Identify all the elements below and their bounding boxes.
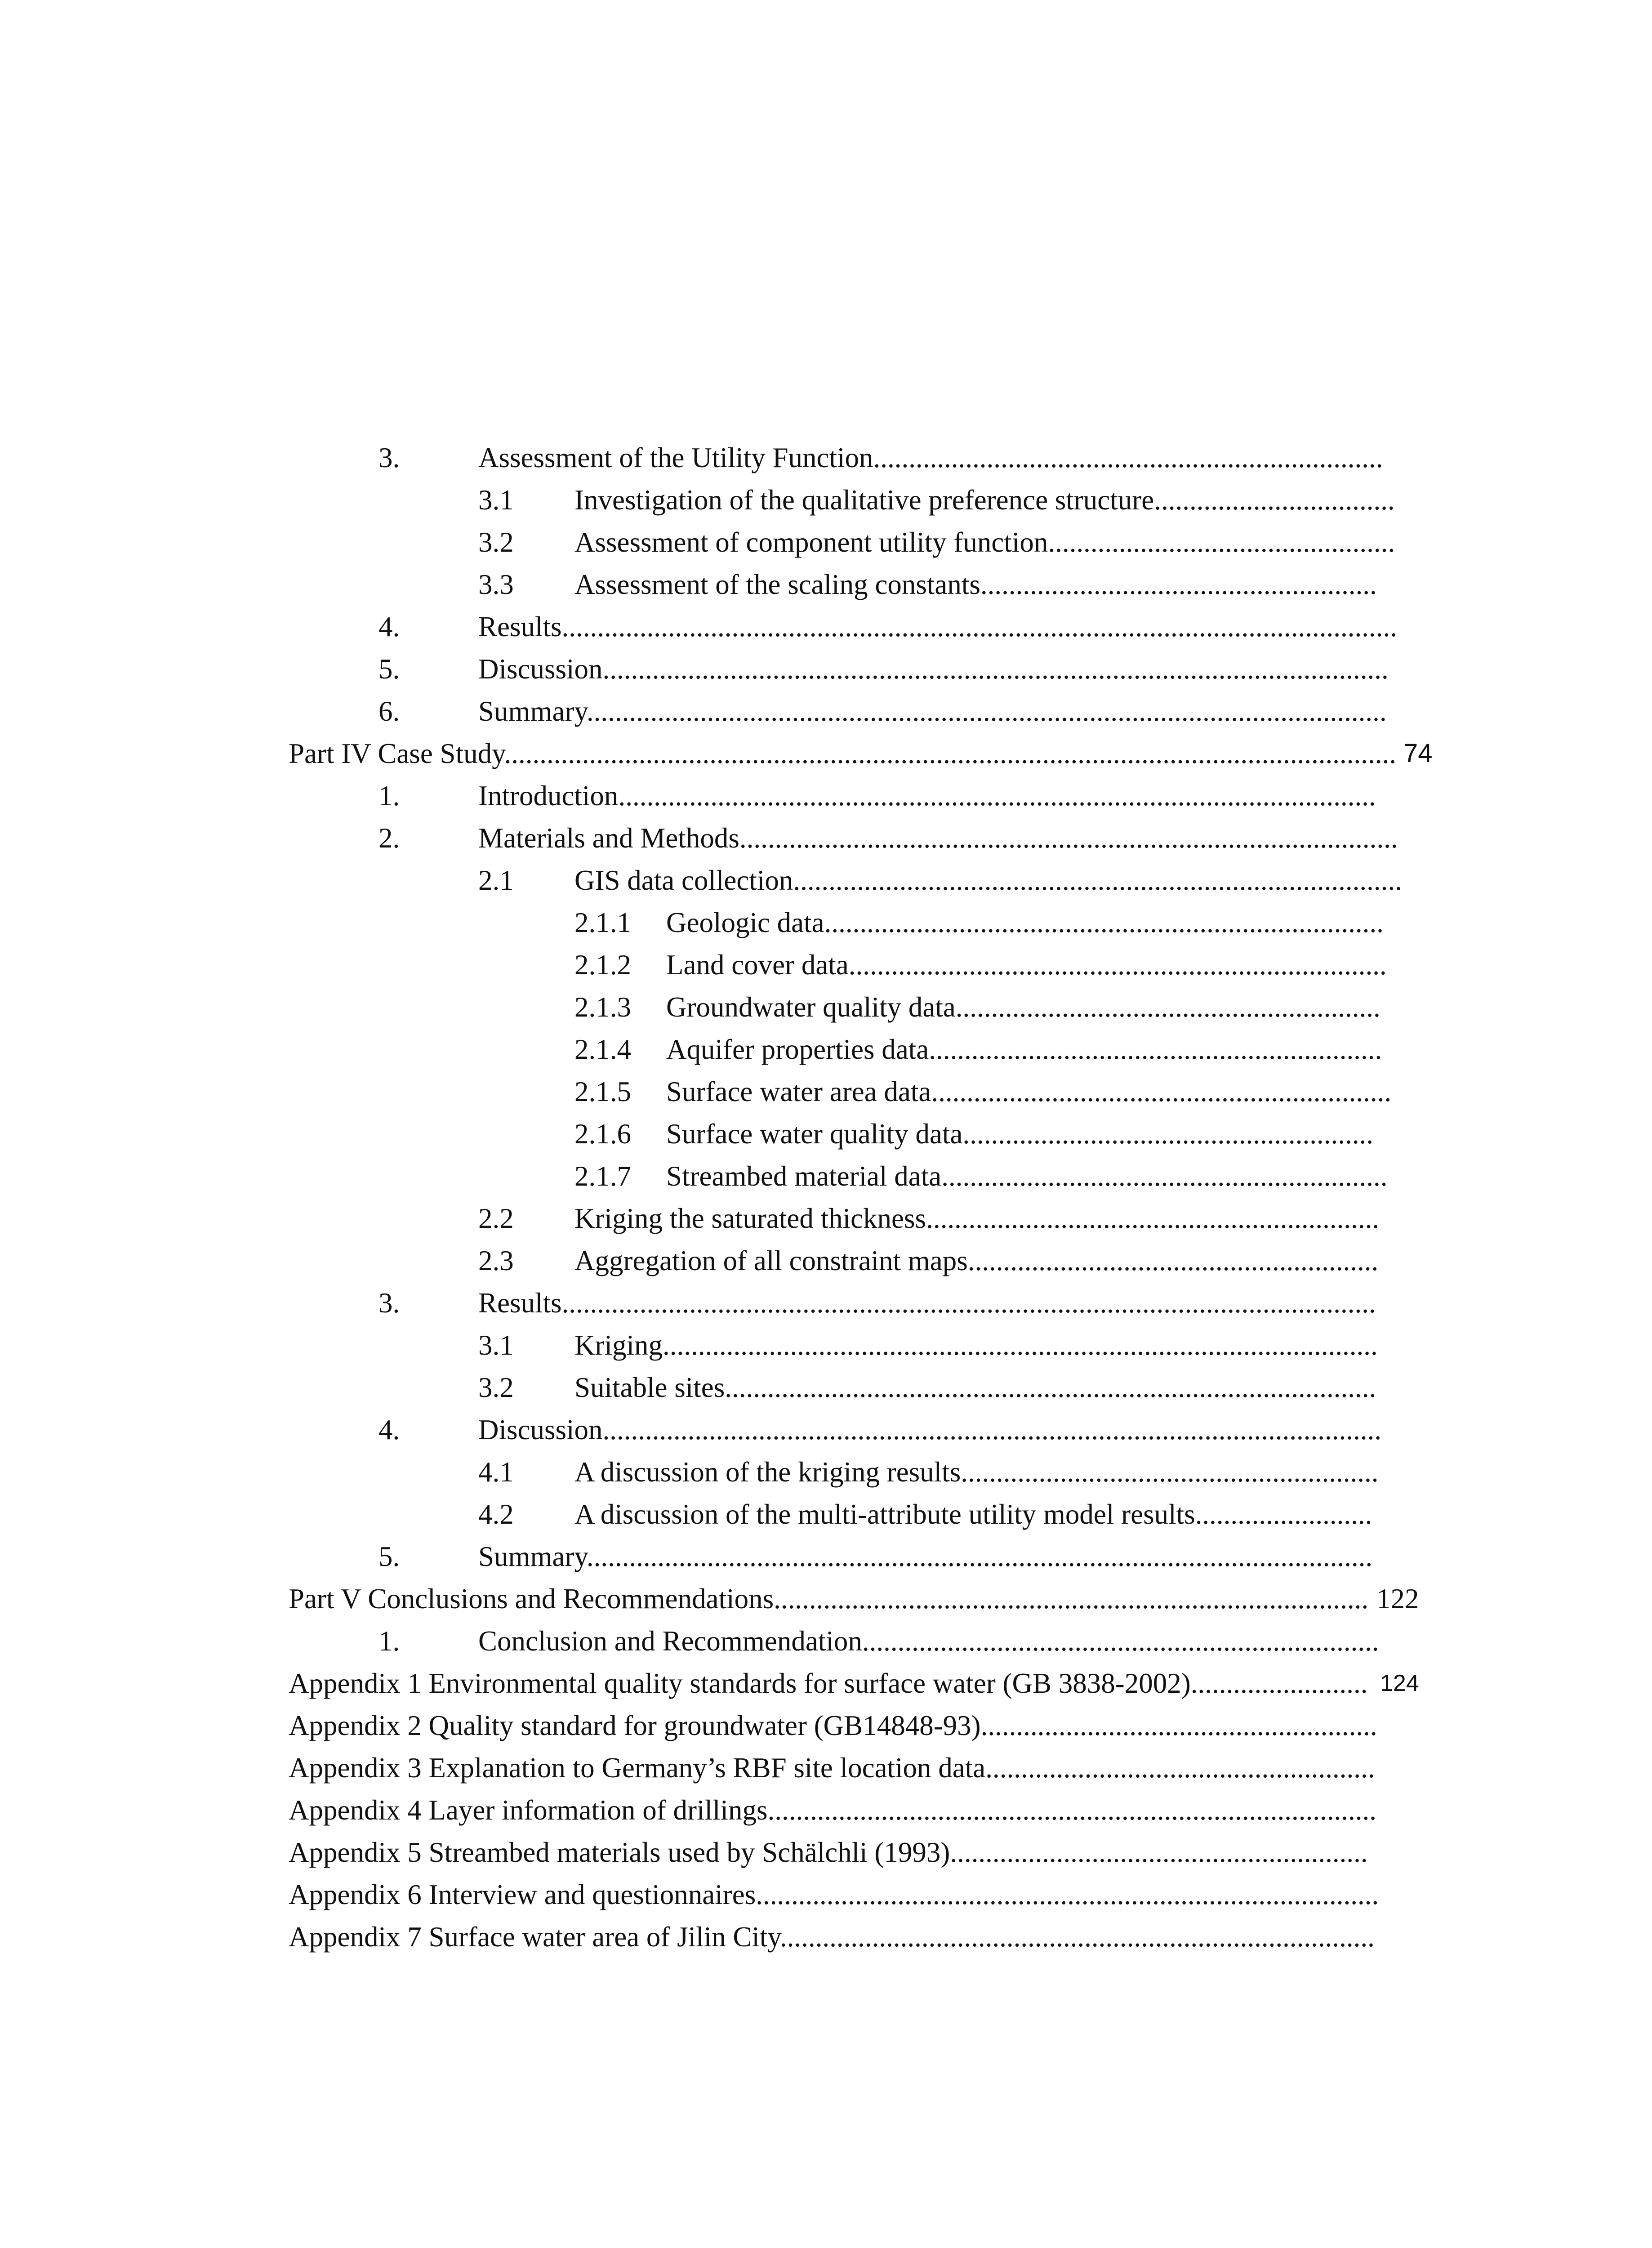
toc-entry-title [666, 1112, 1373, 1155]
toc-dot-leader: ............................................................... [941, 1160, 1388, 1192]
toc-entry-title-text: Discussion [478, 653, 603, 685]
toc-entry-number: 4.1 [478, 1456, 514, 1488]
toc-entry-title [666, 1155, 1387, 1198]
toc-entry-number: 1. [378, 1625, 400, 1657]
toc-entry-title [574, 478, 1395, 522]
toc-entry-title-text: Appendix 3 Explanation to Germany’s RBF site location data [289, 1752, 986, 1784]
toc-entry[interactable] [0, 1239, 1652, 1282]
toc-dot-leader: ........................................................... [950, 1837, 1368, 1868]
toc-dot-leader: ................................................. [1048, 526, 1395, 558]
toc-entry[interactable] [0, 1112, 1652, 1155]
toc-dot-leader: ............................................................................................. [739, 822, 1398, 854]
toc-entry[interactable] [0, 605, 1652, 648]
toc-entry-title [478, 1408, 1381, 1451]
toc-dot-leader: ........................................................... [961, 1456, 1379, 1488]
toc-dot-leader: ..................................................................................................... [662, 1329, 1378, 1361]
toc-entry-title [666, 986, 1380, 1029]
toc-entry-number: 5. [378, 1541, 400, 1572]
toc-entry-title-text: Aquifer properties data [666, 1034, 929, 1065]
toc-entry[interactable] [0, 1704, 1652, 1747]
toc-entry-title-text: Summary [478, 1541, 587, 1572]
toc-entry-title [574, 859, 1402, 902]
toc-entry-number: 3. [378, 442, 400, 473]
toc-entry[interactable] [0, 1408, 1652, 1451]
toc-dot-leader: ...................................................................................... [793, 865, 1402, 896]
toc-entry-title [666, 1070, 1391, 1113]
toc-entry-title [289, 1873, 1379, 1916]
toc-entry-title-text: Appendix 1 Environmental quality standards for surface water (GB 3838-2002) [289, 1668, 1191, 1699]
toc-entry[interactable] [0, 1281, 1652, 1325]
toc-entry-title [574, 1197, 1379, 1240]
toc-entry[interactable] [0, 563, 1652, 606]
toc-entry-number: 2.1.5 [574, 1076, 631, 1107]
toc-entry-title-text: Aggregation of all constraint maps [574, 1245, 968, 1276]
toc-dot-leader: .............................................................................................................................. [504, 738, 1396, 769]
toc-entry[interactable] [0, 1493, 1652, 1536]
toc-entry-title [478, 436, 1383, 479]
toc-dot-leader: ......................... [1190, 1668, 1368, 1699]
toc-entry[interactable] [0, 1873, 1652, 1916]
toc-entry[interactable] [0, 1450, 1652, 1494]
toc-entry-number: 2.1.2 [574, 949, 631, 981]
toc-entry[interactable] [0, 986, 1652, 1029]
toc-entry[interactable] [0, 1789, 1652, 1832]
toc-entry-title-text: Kriging the saturated thickness [574, 1203, 926, 1234]
toc-entry[interactable] [0, 1535, 1652, 1578]
toc-dot-leader: ................................................................. [931, 1076, 1392, 1107]
toc-entry-title-text: Appendix 5 Streambed materials used by Schälchli (1993) [289, 1837, 950, 1868]
toc-entry-title [666, 943, 1387, 986]
toc-entry-title-text: Surface water quality data [666, 1118, 963, 1150]
toc-entry-title [289, 1789, 1376, 1832]
toc-dot-leader: .................................................................................... [779, 1921, 1375, 1953]
toc-dot-leader: ......................... [1195, 1499, 1372, 1530]
toc-entry[interactable] [0, 1915, 1652, 1958]
toc-entry-title [289, 1831, 1368, 1874]
toc-dot-leader: ......................................................................... [862, 1625, 1379, 1657]
toc-entry[interactable] [0, 943, 1652, 986]
toc-entry[interactable] [0, 1070, 1652, 1113]
toc-entry-title-text: Discussion [478, 1414, 603, 1445]
toc-entry-number: 3.1 [478, 1329, 514, 1361]
toc-entry[interactable] [0, 901, 1652, 944]
toc-entry-title-text: Assessment of component utility function [574, 526, 1048, 558]
toc-entry[interactable] [0, 1155, 1652, 1198]
toc-entry-page-number: 124 [1380, 1670, 1419, 1696]
toc-dot-leader: ................................................................................................................. [586, 696, 1387, 727]
toc-entry-title-text: Conclusion and Recommendation [478, 1625, 862, 1657]
toc-entry-number: 4. [378, 611, 400, 642]
toc-entry[interactable] [0, 478, 1652, 522]
toc-entry-number: 4. [378, 1414, 400, 1445]
toc-entry-title-text: Groundwater quality data [666, 991, 956, 1023]
toc-entry-title-text: Part V Conclusions and Recommendations [289, 1583, 774, 1615]
toc-entry[interactable] [0, 1831, 1652, 1874]
toc-entry[interactable] [0, 521, 1652, 564]
toc-entry-title-text: Introduction [478, 780, 619, 812]
toc-entry-number: 3.3 [478, 569, 514, 600]
toc-entry-title-text: Results [478, 1287, 562, 1319]
toc-entry-title-text: GIS data collection [574, 865, 793, 896]
toc-entry-number: 2. [378, 822, 400, 854]
toc-entry-number: 6. [378, 696, 400, 727]
toc-dot-leader: .............................................................................................................. [602, 1414, 1382, 1445]
toc-entry-number: 2.1.4 [574, 1034, 631, 1065]
toc-entry-title-text: Assessment of the scaling constants [574, 569, 980, 600]
toc-dot-leader: ....................................................... [985, 1752, 1375, 1784]
toc-entry-title [478, 647, 1389, 691]
toc-entry-title [574, 521, 1395, 564]
toc-entry-title-text: Appendix 7 Surface water area of Jilin City [289, 1921, 780, 1953]
toc-entry-number: 3.2 [478, 1372, 514, 1403]
toc-entry-title [574, 563, 1377, 606]
toc-dot-leader: ............................................................ [955, 991, 1380, 1023]
toc-entry-title [478, 1281, 1376, 1325]
toc-entry[interactable] [0, 1662, 1652, 1705]
toc-entry[interactable] [0, 1324, 1652, 1367]
toc-entry-title [478, 690, 1387, 733]
toc-entry[interactable] [0, 1366, 1652, 1409]
toc-dot-leader: .................................................................................... [774, 1583, 1369, 1615]
toc-entry-title [574, 1493, 1372, 1536]
toc-entry[interactable] [0, 1619, 1652, 1663]
toc-entry-page-number: 74 [1403, 739, 1433, 768]
toc-entry-number: 5. [378, 653, 400, 685]
toc-entry-number: 2.1.1 [574, 907, 631, 938]
toc-dot-leader: ............................................................................................................... [586, 1541, 1373, 1572]
toc-dot-leader: ...................................................................................... [767, 1794, 1377, 1826]
toc-entry-title-text: Appendix 2 Quality standard for groundwater (GB14848-93) [289, 1710, 981, 1741]
toc-entry-number: 3.2 [478, 526, 514, 558]
toc-entry-title-text: Results [478, 611, 562, 642]
toc-entry-number: 2.1.7 [574, 1160, 631, 1192]
toc-entry-number: 3. [378, 1287, 400, 1319]
toc-dot-leader: ............................................................................ [848, 949, 1387, 981]
toc-entry-number: 2.2 [478, 1203, 514, 1234]
toc-entry-number: 2.1.3 [574, 991, 631, 1023]
toc-entry-title [478, 605, 1397, 648]
toc-dot-leader: ............................................................................................................... [602, 653, 1389, 685]
toc-entry-title [289, 1915, 1375, 1958]
toc-entry-title-text: Summary [478, 696, 587, 727]
toc-entry[interactable] [0, 690, 1652, 733]
toc-dot-leader: ........................................................................................................... [618, 780, 1376, 812]
toc-entry[interactable] [0, 1577, 1652, 1620]
toc-dot-leader: .......................................................... [962, 1118, 1373, 1150]
toc-entry-page-number: 122 [1376, 1583, 1419, 1615]
toc-entry-title [478, 774, 1376, 817]
toc-entry-title [478, 1619, 1379, 1663]
toc-entry-title-text: Surface water area data [666, 1076, 931, 1107]
toc-dot-leader: ............................................................................... [824, 907, 1384, 938]
toc-dot-leader: ...................................................................................................................... [561, 611, 1398, 642]
toc-entry-title-text: Appendix 4 Layer information of drillings [289, 1794, 768, 1826]
toc-entry-title-text: Suitable sites [574, 1372, 725, 1403]
toc-entry-title-text: Streambed material data [666, 1160, 942, 1192]
toc-entry-title-text: Geologic data [666, 907, 824, 938]
toc-dot-leader: ........................................................ [980, 569, 1377, 600]
toc-entry-title-text: Kriging [574, 1329, 663, 1361]
toc-entry[interactable] [0, 1746, 1652, 1789]
toc-entry-title-text: Land cover data [666, 949, 849, 981]
toc-dot-leader: .................................. [1154, 484, 1395, 516]
toc-entry-title [574, 1324, 1378, 1367]
toc-entry-title [666, 901, 1384, 944]
toc-entry[interactable] [0, 647, 1652, 691]
toc-entry-title [478, 1535, 1372, 1578]
toc-entry-title [289, 1746, 1375, 1789]
toc-entry[interactable] [0, 732, 1652, 775]
toc-entry[interactable] [0, 774, 1652, 817]
toc-dot-leader: .......................................................... [967, 1245, 1379, 1276]
toc-entry-number: 2.3 [478, 1245, 514, 1276]
toc-dot-leader: ............................................................................................ [725, 1372, 1376, 1403]
toc-entry-title [289, 1662, 1367, 1705]
toc-dot-leader: ................................................................................................................... [561, 1287, 1376, 1319]
toc-dot-leader: ................................................................ [929, 1034, 1382, 1065]
toc-entry[interactable] [0, 436, 1652, 479]
toc-entry-number: 4.2 [478, 1499, 514, 1530]
toc-entry-number: 2.1 [478, 865, 514, 896]
toc-entry-number: 1. [378, 780, 400, 812]
toc-entry-number: 2.1.6 [574, 1118, 631, 1150]
toc-entry-title-text: Assessment of the Utility Function [478, 442, 873, 473]
toc-dot-leader: ........................................................................ [873, 442, 1383, 473]
toc-entry-title-text: Investigation of the qualitative preference structure [574, 484, 1154, 516]
toc-entry-title-text: Part IV Case Study [289, 738, 504, 769]
toc-entry[interactable] [0, 859, 1652, 902]
toc-entry-title-text: Appendix 6 Interview and questionnaires [289, 1879, 756, 1910]
toc-dot-leader: ........................................................ [980, 1710, 1377, 1741]
toc-entry[interactable] [0, 1028, 1652, 1071]
toc-entry-title [574, 1239, 1378, 1282]
toc-entry-title-text: Materials and Methods [478, 822, 739, 854]
toc-dot-leader: ................................................................ [926, 1203, 1380, 1234]
toc-entry-title-text: A discussion of the kriging results [574, 1456, 961, 1488]
toc-entry[interactable] [0, 1197, 1652, 1240]
toc-entry-title [574, 1366, 1376, 1409]
toc-entry-title [289, 732, 1396, 775]
toc-entry-title [289, 1577, 1368, 1620]
toc-entry-title [478, 816, 1398, 860]
toc-entry-number: 3.1 [478, 484, 514, 516]
toc-dot-leader: ........................................................................................ [756, 1879, 1379, 1910]
toc-entry-title [574, 1450, 1378, 1494]
toc-entry-title [666, 1028, 1382, 1071]
toc-entry[interactable] [0, 816, 1652, 860]
toc-entry-title-text: A discussion of the multi-attribute utility model results [574, 1499, 1195, 1530]
toc-entry-title [289, 1704, 1377, 1747]
